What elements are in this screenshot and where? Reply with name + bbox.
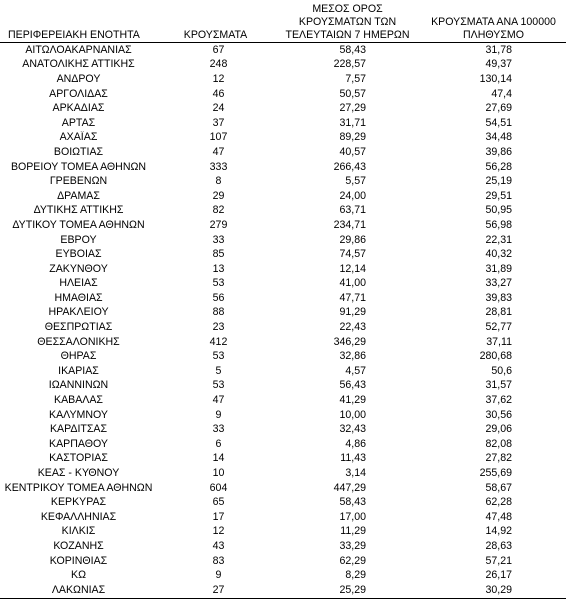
per100k-cell: 52,77 — [485, 321, 512, 334]
avg7-cell: 4,86 — [345, 437, 366, 450]
region-cell: ΘΕΣΠΡΩΤΙΑΣ — [44, 321, 113, 334]
per100k-cell: 280,68 — [479, 350, 512, 363]
cases-cell: 47 — [212, 394, 225, 407]
region-cell: ΑΝΔΡΟΥ — [56, 72, 101, 85]
avg7-cell: 11,43 — [340, 452, 366, 465]
cases-cell: 24 — [212, 102, 225, 115]
table-row — [0, 568, 566, 583]
table-row — [0, 116, 566, 131]
cases-cell: 12 — [212, 72, 225, 85]
table-row — [0, 174, 566, 189]
cases-cell: 604 — [209, 481, 228, 494]
cases-cell: 412 — [209, 335, 228, 348]
cases-cell: 43 — [212, 539, 225, 552]
per100k-cell: 34,48 — [485, 131, 512, 144]
per100k-cell: 37,62 — [485, 394, 512, 407]
header-avg7-line: ΤΕΛΕΥΤΑΙΩΝ 7 ΗΜΕΡΩΝ — [285, 29, 410, 41]
cases-cell: 9 — [215, 569, 222, 582]
avg7-cell: 12,14 — [339, 262, 366, 275]
region-cell: ΚΕΡΚΥΡΑΣ — [50, 496, 107, 509]
cases-cell: 33 — [212, 233, 225, 246]
header-per100k — [421, 2, 566, 43]
table-row — [0, 262, 566, 277]
region-cell: ΓΡΕΒΕΝΩΝ — [49, 175, 108, 188]
table-row — [0, 335, 566, 350]
table-row — [0, 291, 566, 306]
region-cell: ΔΥΤΙΚΗΣ ΑΤΤΙΚΗΣ — [33, 204, 124, 217]
avg7-cell: 41,00 — [339, 277, 366, 290]
avg7-cell: 228,57 — [333, 58, 366, 71]
region-cell: ΚΑΒΑΛΑΣ — [54, 394, 103, 407]
per100k-cell: 82,08 — [485, 437, 512, 450]
region-cell: ΒΟΙΩΤΙΑΣ — [53, 145, 104, 158]
region-cell: ΙΚΑΡΙΑΣ — [58, 364, 99, 377]
per100k-cell: 54,51 — [485, 116, 512, 129]
cases-cell: 53 — [212, 379, 225, 392]
table-row — [0, 379, 566, 394]
per100k-cell: 30,56 — [485, 408, 512, 421]
cases-cell: 53 — [212, 277, 225, 290]
region-cell: ΔΡΑΜΑΣ — [57, 189, 100, 202]
table-row — [0, 452, 566, 467]
region-cell: ΚΑΡΠΑΘΟΥ — [49, 437, 108, 450]
table-row — [0, 131, 566, 146]
region-cell: ΚΑΡΔΙΤΣΑΣ — [49, 423, 108, 436]
per100k-cell: 47,48 — [485, 510, 512, 523]
region-cell: ΚΟΡΙΝΘΙΑΣ — [49, 554, 108, 567]
avg7-cell: 22,43 — [339, 321, 366, 334]
region-cell: ΗΜΑΘΙΑΣ — [54, 291, 103, 304]
per100k-cell: 62,28 — [485, 496, 512, 509]
cases-cell: 65 — [212, 496, 225, 509]
table-body — [0, 43, 566, 599]
region-cell: ΑΡΤΑΣ — [61, 116, 96, 129]
avg7-cell: 62,29 — [339, 554, 366, 567]
header-per100k-line: ΠΛΗΘΥΣΜΟ — [463, 29, 524, 41]
cases-cell: 12 — [212, 525, 225, 538]
avg7-cell: 50,57 — [339, 87, 366, 100]
table-row — [0, 306, 566, 321]
table-row — [0, 481, 566, 496]
cases-cell: 53 — [212, 350, 225, 363]
per100k-cell: 28,81 — [485, 306, 512, 319]
header-row — [0, 2, 566, 43]
avg7-cell: 25,29 — [274, 583, 421, 598]
cases-cell: 33 — [212, 423, 225, 436]
avg7-cell: 89,29 — [339, 131, 366, 144]
region-cell: ΑΡΚΑΔΙΑΣ — [52, 102, 105, 115]
region-cell: ΕΒΡΟΥ — [60, 233, 97, 246]
region-cell: ΚΕΝΤΡΙΚΟΥ ΤΟΜΕΑ ΑΘΗΝΩΝ — [4, 481, 153, 494]
table-row — [0, 247, 566, 262]
per100k-cell: 50,6 — [491, 364, 512, 377]
region-cell: ΛΑΚΩΝΙΑΣ — [0, 583, 157, 598]
region-cell: ΗΡΑΚΛΕΙΟΥ — [48, 306, 109, 319]
cases-cell: 67 — [212, 43, 225, 56]
table-row — [0, 72, 566, 87]
cases-cell: 279 — [209, 218, 228, 231]
table-row — [0, 218, 566, 233]
per100k-cell: 255,69 — [479, 467, 512, 480]
cases-cell: 56 — [212, 291, 225, 304]
table-row — [0, 87, 566, 102]
avg7-cell: 91,29 — [339, 306, 366, 319]
table-row — [0, 393, 566, 408]
table-row — [0, 160, 566, 175]
per100k-cell: 25,19 — [485, 175, 512, 188]
per100k-cell: 130,14 — [479, 72, 512, 85]
region-cell: ΕΥΒΟΙΑΣ — [55, 248, 102, 261]
regional-cases-table — [0, 2, 566, 599]
avg7-cell: 74,57 — [339, 248, 366, 261]
cases-cell: 13 — [212, 262, 225, 275]
cases-cell: 6 — [215, 437, 222, 450]
per100k-cell: 39,83 — [485, 291, 512, 304]
header-avg7-line: ΚΡΟΥΣΜΑΤΩΝ ΤΩΝ — [298, 16, 397, 28]
cases-cell: 8 — [215, 175, 222, 188]
per100k-cell: 56,98 — [485, 218, 512, 231]
table-row — [0, 539, 566, 554]
per100k-cell: 26,17 — [485, 569, 512, 582]
avg7-cell: 7,57 — [345, 72, 366, 85]
table-row — [0, 349, 566, 364]
per100k-cell: 33,27 — [485, 277, 512, 290]
cases-cell: 27 — [157, 583, 274, 598]
region-cell: ΑΝΑΤΟΛΙΚΗΣ ΑΤΤΙΚΗΣ — [22, 58, 135, 71]
per100k-cell: 40,32 — [485, 248, 512, 261]
header-per100k-line: ΚΡΟΥΣΜΑΤΑ ΑΝΑ 100000 — [431, 16, 556, 28]
region-cell: ΗΛΕΙΑΣ — [59, 277, 98, 290]
cases-cell: 9 — [215, 408, 222, 421]
per100k-cell: 29,06 — [485, 423, 512, 436]
region-cell: ΑΙΤΩΛΟΑΚΑΡΝΑΝΙΑΣ — [25, 43, 132, 56]
avg7-cell: 4,57 — [345, 364, 366, 377]
avg7-cell: 5,57 — [345, 175, 366, 188]
per100k-cell: 50,95 — [485, 204, 512, 217]
cases-cell: 47 — [212, 145, 225, 158]
region-cell: ΚΕΦΑΛΛΗΝΙΑΣ — [40, 510, 117, 523]
region-cell: ΑΡΓΟΛΙΔΑΣ — [49, 87, 108, 100]
region-cell: ΖΑΚΥΝΘΟΥ — [49, 262, 108, 275]
region-cell: ΑΧΑΪΑΣ — [59, 131, 98, 144]
per100k-cell: 31,78 — [485, 43, 512, 56]
table-row — [0, 43, 566, 58]
cases-cell: 85 — [212, 248, 225, 261]
per100k-cell: 49,37 — [485, 58, 512, 71]
per100k-cell: 27,82 — [485, 452, 512, 465]
per100k-cell: 22,31 — [485, 233, 512, 246]
region-cell: ΚΩ — [71, 569, 86, 582]
table-row — [0, 510, 566, 525]
per100k-cell: 29,51 — [485, 189, 512, 202]
region-cell: ΚΑΣΤΟΡΙΑΣ — [49, 452, 108, 465]
table-row — [0, 277, 566, 292]
table-row — [0, 437, 566, 452]
table-row — [0, 145, 566, 160]
region-cell: ΒΟΡΕΙΟΥ ΤΟΜΕΑ ΑΘΗΝΩΝ — [10, 160, 147, 173]
per100k-cell: 30,29 — [421, 583, 566, 598]
per100k-cell: 27,69 — [485, 102, 512, 115]
region-cell: ΚΑΛΥΜΝΟΥ — [49, 408, 108, 421]
avg7-cell: 32,86 — [339, 350, 366, 363]
cases-cell: 248 — [209, 58, 228, 71]
region-cell: ΙΩΑΝΝΙΝΩΝ — [48, 379, 109, 392]
cases-cell: 82 — [212, 204, 225, 217]
cases-cell: 17 — [212, 510, 225, 523]
per100k-cell: 57,21 — [485, 554, 512, 567]
cases-cell: 107 — [209, 131, 228, 144]
per100k-cell: 56,28 — [485, 160, 512, 173]
table-row — [0, 101, 566, 116]
cases-cell: 23 — [212, 321, 225, 334]
region-cell: ΘΕΣΣΑΛΟΝΙΚΗΣ — [37, 335, 120, 348]
avg7-cell: 32,43 — [339, 423, 366, 436]
region-cell: ΚΙΛΚΙΣ — [61, 525, 96, 538]
table-row — [0, 408, 566, 423]
table-row — [0, 320, 566, 335]
per100k-cell: 47,4 — [491, 87, 512, 100]
avg7-cell: 447,29 — [333, 481, 366, 494]
header-cases: ΚΡΟΥΣΜΑΤΑ — [157, 2, 274, 43]
avg7-cell: 24,00 — [339, 189, 366, 202]
table-row — [0, 583, 566, 598]
cases-cell: 29 — [212, 189, 225, 202]
region-cell: ΔΥΤΙΚΟΥ ΤΟΜΕΑ ΑΘΗΝΩΝ — [12, 218, 145, 231]
avg7-cell: 41,29 — [339, 394, 366, 407]
cases-cell: 10 — [212, 467, 225, 480]
cases-cell: 83 — [212, 554, 225, 567]
region-cell: ΘΗΡΑΣ — [60, 350, 97, 363]
table-row — [0, 58, 566, 73]
table-row — [0, 204, 566, 219]
table-row — [0, 554, 566, 569]
per100k-cell: 28,63 — [485, 539, 512, 552]
header-region: ΠΕΡΙΦΕΡΕΙΑΚΗ ΕΝΟΤΗΤΑ — [0, 2, 157, 43]
cases-cell: 88 — [212, 306, 225, 319]
table-header — [0, 2, 566, 43]
table-row — [0, 466, 566, 481]
avg7-cell: 63,71 — [339, 204, 366, 217]
avg7-cell: 10,00 — [339, 408, 366, 421]
per100k-cell: 31,57 — [485, 379, 512, 392]
avg7-cell: 58,43 — [339, 43, 366, 56]
avg7-cell: 29,86 — [339, 233, 366, 246]
table-row — [0, 495, 566, 510]
avg7-cell: 266,43 — [333, 160, 366, 173]
avg7-cell: 31,71 — [339, 116, 366, 129]
avg7-cell: 58,43 — [339, 496, 366, 509]
cases-cell: 5 — [215, 364, 222, 377]
avg7-cell: 17,00 — [339, 510, 366, 523]
per100k-cell: 14,92 — [485, 525, 512, 538]
per100k-cell: 58,67 — [485, 481, 512, 494]
avg7-cell: 40,57 — [339, 145, 366, 158]
table-row — [0, 525, 566, 540]
table-row — [0, 422, 566, 437]
avg7-cell: 11,29 — [340, 525, 366, 538]
avg7-cell: 8,29 — [345, 569, 366, 582]
cases-cell: 46 — [212, 87, 225, 100]
per100k-cell: 31,89 — [485, 262, 512, 275]
per100k-cell: 39,86 — [485, 145, 512, 158]
table-row — [0, 233, 566, 248]
region-cell: ΚΟΖΑΝΗΣ — [53, 539, 104, 552]
header-avg7-line: ΜΕΣΟΣ ΟΡΟΣ — [312, 3, 383, 15]
per100k-cell: 37,11 — [486, 335, 512, 348]
header-avg7 — [274, 2, 421, 43]
cases-cell: 333 — [209, 160, 228, 173]
table-row — [0, 189, 566, 204]
avg7-cell: 3,14 — [345, 467, 366, 480]
avg7-cell: 234,71 — [333, 218, 366, 231]
region-cell: ΚΕΑΣ - ΚΥΘΝΟΥ — [37, 467, 120, 480]
avg7-cell: 346,29 — [333, 335, 366, 348]
avg7-cell: 27,29 — [339, 102, 366, 115]
table-row — [0, 364, 566, 379]
avg7-cell: 56,43 — [339, 379, 366, 392]
avg7-cell: 33,29 — [339, 539, 366, 552]
avg7-cell: 47,71 — [339, 291, 366, 304]
cases-cell: 14 — [212, 452, 225, 465]
cases-cell: 37 — [212, 116, 225, 129]
